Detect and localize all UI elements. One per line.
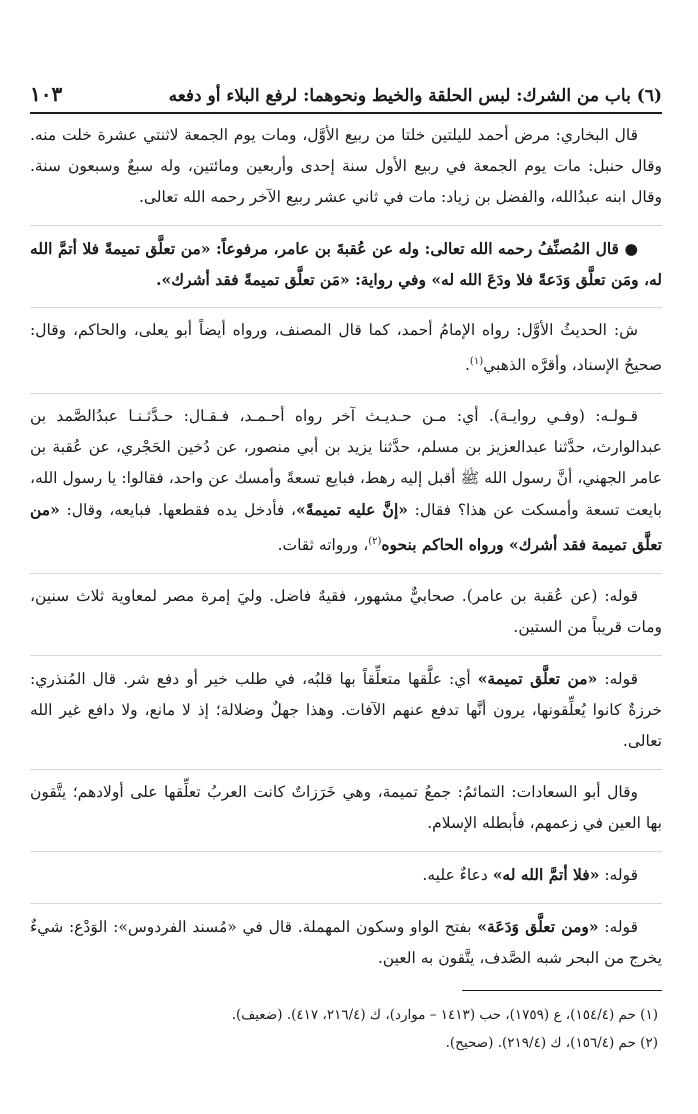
footnote-ref-2[interactable]: (٢): [368, 536, 382, 548]
bold-quote: «من تعلَّق تميمة فقد أشرك» ورواه الحاكم بنحوه: [30, 500, 662, 555]
paragraph-another-narration: [30, 401, 662, 574]
paragraph-tamima: [30, 663, 662, 770]
running-head: (٦) باب من الشرك: لبس الحلقة والخيط ونحوهما: لرفع البلاء أو دفعه: [168, 86, 662, 106]
bold-quote: «إنَّ عليه تميمةً»: [296, 500, 408, 520]
paragraph-wada: [30, 911, 662, 986]
paragraph-bukhari: [30, 120, 662, 226]
page-header: [30, 66, 662, 114]
footnotes: [30, 990, 662, 1057]
footnote-2: (٢) حم (١٥٦/٤)، ك (٢١٩/٤). (صحيح).: [445, 1035, 658, 1051]
footnote-ref-1[interactable]: (١): [469, 356, 484, 367]
paragraph-text: قال البخاري: مرض أحمد لليلتين خلتا من ربيع الأوَّل، ومات يوم الجمعة لاثنتي عشرة خلت منه. وقال حنبل: مات يوم الجمعة في ربيع الأول سنة إحدى وأربعين ومائتين، وله سبعٌ وسبعون سنة. وقال ابنه عبدُالله، والفضل بن زياد: مات في ثاني عشر ربيع الآخر رحمه الله تعالى.: [30, 126, 662, 206]
paragraph-text: ، فأدخل يده فقطعها. فبايعه، وقال:: [59, 501, 296, 520]
footnote-1: (١) حم (١٥٤/٤)، ع (١٧٥٩)، حب (١٤١٣ – موارد)، ك (٢١٦/٤، ٤١٧). (ضعيف).: [231, 1007, 658, 1023]
paragraph-text: .: [464, 356, 470, 375]
footnote-divider: [462, 990, 662, 991]
paragraph-dua: [30, 859, 662, 904]
paragraph-uqba: [30, 581, 662, 656]
paragraph-text: ، ورواته ثقات.: [277, 536, 369, 555]
paragraph-text: بفتح الواو وسكون المهملة. قال في «مُسند الفردوس»: الوَدْع: شيءٌ يخرج من البحر شبه الصَّدف، يتَّقون به العين.: [30, 918, 662, 968]
bold-quote: «فلا أتمَّ الله له»: [492, 865, 600, 885]
paragraph-text: ش: الحديثُ الأوَّل: رواه الإمامُ أحمد، كما قال المصنف، ورواه أيضاً أبو يعلى، والحاكم، وقال: صحيحُ الإسناد، وأقرَّه الذهبي: [30, 321, 662, 375]
paragraph-text: قوله:: [597, 670, 638, 689]
paragraph-text: قـولـه: (وفـي روايـة). أي: مـن حـديـث آخر رواه أحـمـد، فـقـال: حـدَّثـنـا عبدُالصَّمد بن عبدالوارث، حدَّثنا عبدالعزيز بن مسلم، حدَّثنا يزيد بن أبي منصور، عن دُخين الحَجْري، عن عُقبة بن عامر الجهني، أنَّ رسول الله ﷺ أقبل إليه رهط، فبايع تسعةً وأمسك عن واحد، فقالوا: يا رسول الله، بايعت تسعة وأمسكت عن هذا؟ فقال:: [30, 407, 662, 520]
paragraph-text: أي: علَّقها متعلِّقاً بها قلبُه، في طلب خير أو دفع شر. قال المُنذري: خرزةٌ كانوا يُعلِّقونها، يرون أنَّها تدفع عنهم الآفات. وهذا جهلٌ وضلالة؛ إذ لا مانع، ولا دافع غير الله تعالى.: [30, 670, 662, 751]
paragraph-text: وقال أبو السعادات: التمائمُ: جمعُ تميمة، وهي خَرَزاتٌ كانت العربُ تعلِّقها على أولادهم؛ يتَّقون بها العين في زعمهم، فأبطله الإسلام.: [30, 783, 662, 833]
paragraph-text: ● قال المُصنِّفُ رحمه الله تعالى: وله عن عُقبةَ بن عامر، مرفوعاً: «من تعلَّق تميمةً فلا أتمَّ الله له، ومَن تعلَّق وَدَعةً فلا ودَعَ الله له» وفي رواية: «مَن تعلَّق تميمةً فقد أشرك».: [30, 239, 662, 289]
bold-quote: «ومن تعلَّق وَدَعَة»: [477, 917, 599, 937]
paragraph-text: قوله:: [599, 866, 638, 885]
paragraph-text: قوله: (عن عُقبة بن عامر). صحابيٌّ مشهور، فقيهٌ فاضل. وليَ إمرة مصر لمعاوية ثلاث سنين، ومات قريباً من الستين.: [30, 587, 662, 637]
page-number: ١٠٣: [30, 82, 63, 106]
paragraph-abu-saadat: [30, 777, 662, 852]
paragraph-commentary-first-hadith: [30, 315, 662, 394]
author-quote-paragraph: [30, 233, 662, 308]
paragraph-text: دعاءٌ عليه.: [422, 866, 493, 885]
main-text: [30, 120, 662, 986]
bold-quote: «من تعلَّق تميمة»: [477, 669, 598, 689]
paragraph-text: قوله:: [598, 918, 638, 937]
